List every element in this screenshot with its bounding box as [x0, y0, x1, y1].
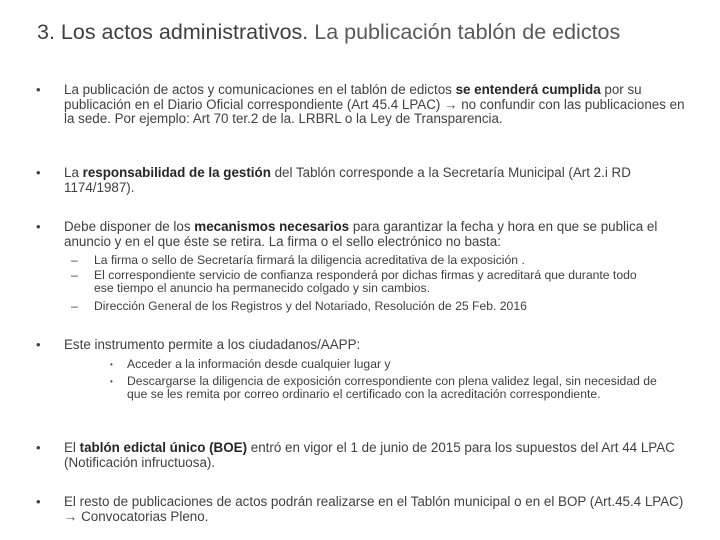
bold-segment: se entenderá cumplida [455, 82, 601, 97]
dot-marker: • [110, 377, 113, 386]
bullet-marker: • [36, 219, 41, 234]
text-segment: El [64, 440, 80, 455]
text-segment: para garantizar la fecha y hora en que se publica el anuncio y en el que éste se retira. La firma o el sello electrónico no basta: [64, 219, 658, 249]
bullet-marker: • [36, 165, 41, 180]
dash-item-text: La firma o sello de Secretaría firmará la diligencia acreditativa de la exposición . [94, 253, 525, 267]
bullet-text [64, 166, 686, 195]
bullet-text [64, 83, 686, 127]
dash-marker: – [71, 299, 78, 313]
title-part-2: La publicación tablón de edictos [314, 20, 621, 44]
dot-item-text: Acceder a la información desde cualquier lugar y [127, 357, 391, 371]
title-part-1: 3. Los actos administrativos. [37, 20, 309, 44]
text-segment: entró en vigor el 1 de junio de 2015 para los supuestos del Art 44 LPAC (Notificación infructuosa). [64, 440, 675, 470]
bullet-marker: • [36, 440, 41, 455]
bullet-text [64, 441, 686, 470]
text-segment: del Tablón corresponde a la Secretaría Municipal (Art 2.i RD 1174/1987). [64, 165, 631, 195]
text-segment: Debe disponer de los [64, 219, 195, 234]
bullet-marker: • [36, 337, 41, 352]
dash-marker: – [71, 268, 78, 282]
bullet-text [64, 220, 686, 249]
bullet-text [64, 338, 686, 353]
slide-title [37, 19, 677, 45]
bold-segment: mecanismos necesarios [194, 219, 350, 234]
bullet-marker: • [36, 82, 41, 97]
dash-marker: – [71, 253, 78, 267]
text-segment: El resto de publicaciones de actos podrán realizarse en el Tablón municipal o en el BOP (Art.45.4 LPAC) → Convocatorias Pleno. [64, 494, 684, 524]
bullet-marker: • [36, 494, 41, 509]
bullet-text [64, 495, 686, 524]
dot-item-text: Descargarse la diligencia de exposición correspondiente con plena validez legal, sin necesidad de que se les remita por correo ordinario el certificado con la acreditación correspondiente. [127, 374, 657, 402]
bold-segment: tablón edictal único (BOE) [79, 440, 248, 455]
text-segment: Este instrumento permite a los ciudadanos/AAPP: [64, 337, 361, 352]
dash-item-text: El correspondiente servicio de confianza responderá por dichas firmas y acreditará que durante todo ese tiempo el anuncio ha permanecido colgado y sin cambios. [94, 268, 637, 296]
bold-segment: responsabilidad de la gestión [82, 165, 271, 180]
text-segment: La [64, 165, 83, 180]
dot-marker: • [110, 360, 113, 369]
text-segment: por su publicación en el Diario Oficial correspondiente (Art 45.4 LPAC) → no confundir con las publicaciones en la sede. Por ejemplo: Art 70 ter.2 de la. LRBRL o la Ley de Transparencia. [64, 82, 685, 126]
dash-item-text: Dirección General de los Registros y del Notariado, Resolución de 25 Feb. 2016 [94, 299, 527, 313]
text-segment: La publicación de actos y comunicaciones en el tablón de edictos [64, 82, 456, 97]
